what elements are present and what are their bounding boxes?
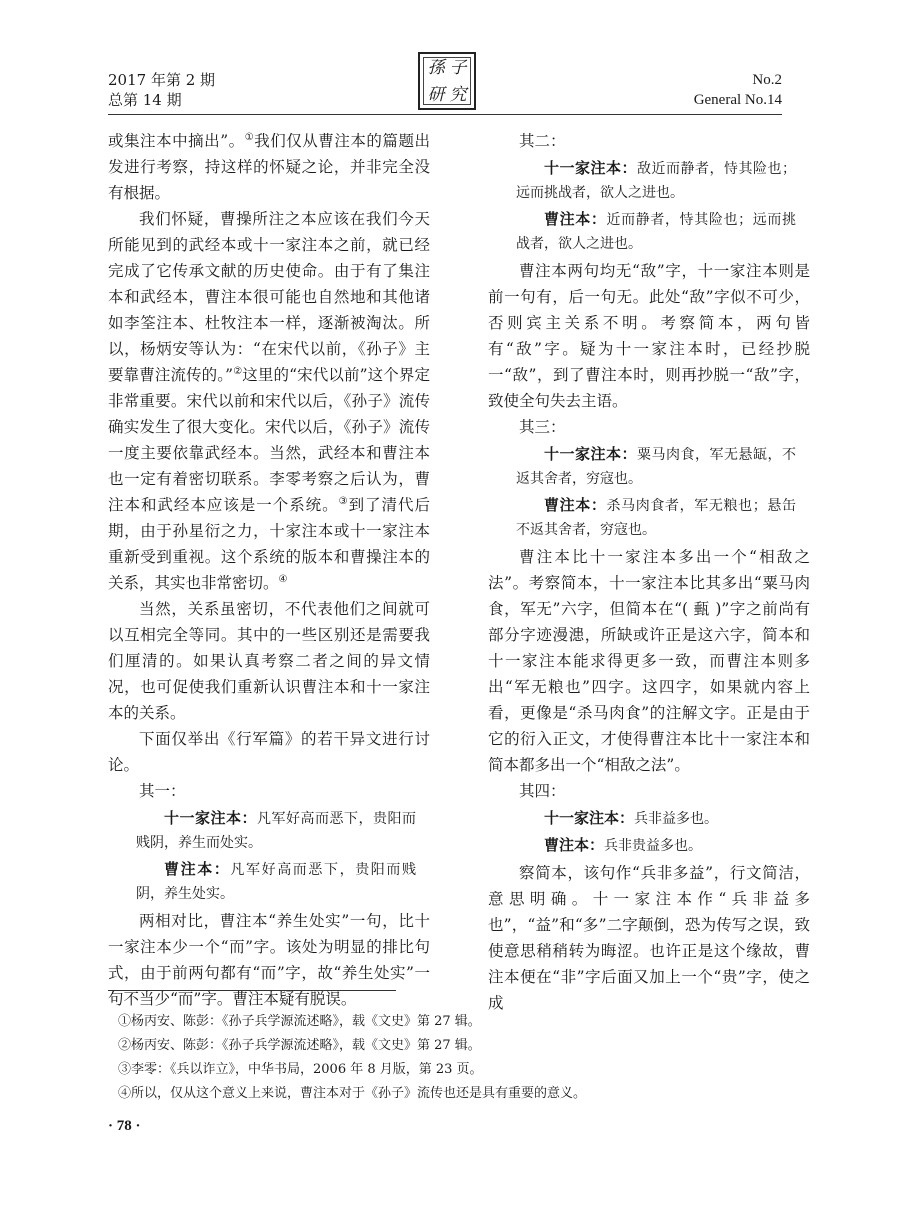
logo-char: 究 <box>449 84 467 105</box>
paragraph: 或集注本中摘出”。①我们仅从曹注本的篇题出发进行考察，持这样的怀疑之论，并非完全没有根据。 <box>108 131 430 202</box>
quote-label: 曹注本： <box>164 860 231 878</box>
quote-text: 兵非益多也。 <box>634 811 719 827</box>
paragraph: 当然，关系虽密切，不代表他们之间就可以互相完全等同。其中的一些区别还是需要我们厘清的。如果认真考察二者之间的异文情况，也可促使我们重新认识曹注本和十一家注本的关系。 <box>108 600 430 722</box>
quote-text: 粟马肉食，军无悬缻，不返其舍者，穷寇也。 <box>516 447 796 487</box>
quote-text: 凡军好高而恶下，贵阳而贱阴，养生而处实。 <box>136 811 416 851</box>
logo-char: 子 <box>449 57 467 78</box>
quote-block <box>488 806 810 831</box>
journal-logo <box>418 52 476 110</box>
quote-text: 兵非贵益多也。 <box>604 838 703 854</box>
header-divider <box>108 114 782 115</box>
paragraph: 两相对比，曹注本“养生处实”一句，比十一家注本少一个“而”字。该处为明显的排比句式，由于前两句都有“而”字，故“养生处实”一句不当少“而”字。曹注本疑有脱误。 <box>108 912 430 1008</box>
quote-block <box>108 857 430 906</box>
paragraph: 察简本，该句作“兵非多益”，行文简洁，意思明确。十一家注本作“兵非益多也”，“益”和“多”二字颠倒，恐为传写之误，致使意思稍稍转为晦涩。也许正是这个缘故，曹注本便在“非”字后面又加上一个“贵”字，使之成 <box>488 864 810 1012</box>
quote-block <box>488 156 810 205</box>
journal-issue-info <box>108 70 215 110</box>
quote-label: 十一家注本： <box>544 809 635 827</box>
footnotes <box>118 1010 798 1106</box>
issue-number: No.2 <box>752 72 782 88</box>
left-column <box>108 128 430 1012</box>
page-number: · 78 · <box>108 1118 141 1134</box>
quote-text: 凡军好高而恶下，贵阳而贱阴，养生处实。 <box>136 862 416 902</box>
total-issue: 总第 14 期 <box>108 91 182 109</box>
quote-text: 敌近而静者，恃其险也；远而挑战者，欲人之进也。 <box>516 161 796 201</box>
quote-text: 杀马肉食者，军无粮也；悬缶不返其舍者，穷寇也。 <box>516 498 796 538</box>
footnote-ref: ② <box>233 365 243 377</box>
general-number: General No.14 <box>693 92 782 108</box>
quote-label: 曹注本： <box>544 496 607 514</box>
footnote: ③李零：《兵以诈立》，中华书局，2006 年 8 月版，第 23 页。 <box>118 1062 483 1077</box>
right-column <box>488 128 810 1016</box>
example-heading: 其三： <box>519 418 566 436</box>
footnote: ①杨丙安、陈彭：《孙子兵学源流述略》，载《文史》第 27 辑。 <box>118 1014 481 1029</box>
footnote: ④所以，仅从这个意义上来说，曹注本对于《孙子》流传也还是具有重要的意义。 <box>118 1086 587 1101</box>
quote-label: 曹注本： <box>544 210 607 228</box>
quote-block <box>108 806 430 855</box>
example-heading: 其一： <box>139 782 186 800</box>
journal-number-info <box>694 70 782 110</box>
year-issue: 2017 年第 2 期 <box>108 71 216 89</box>
quote-block <box>488 833 810 858</box>
paragraph: 曹注本两句均无“敌”字，十一家注本则是前一句有，后一句无。此处“敌”字似不可少，否则宾主关系不明。考察简本，两句皆有“敌”字。疑为十一家注本时，已经抄脱一“敌”，到了曹注本时，则再抄脱一“敌”字，致使全句失去主语。 <box>488 262 810 410</box>
quote-block <box>488 442 810 491</box>
quote-label: 十一家注本： <box>544 445 637 463</box>
paragraph: 曹注本比十一家注本多出一个“相敌之法”。考察简本，十一家注本比其多出“粟马肉食，军无”六字，但简本在“( 甀 )”字之前尚有部分字迹漫漶，所缺或许正是这六字，简本和十一家注本能求得更多一致，而曹注本则多出“军无粮也”四字。这四字，如果就内容上看，更像是“杀马肉食”的注解文字。正是由于它的衍入正文，才使得曹注本比十一家注本和简本都多出一个“相敌之法”。 <box>488 548 810 774</box>
footnote: ②杨丙安、陈彭：《孙子兵学源流述略》，载《文史》第 27 辑。 <box>118 1038 481 1053</box>
footnote-divider <box>108 990 396 991</box>
quote-label: 十一家注本： <box>164 809 257 827</box>
quote-text: 近而静者，恃其险也；远而挑战者，欲人之进也。 <box>516 212 796 252</box>
quote-block <box>488 207 810 256</box>
logo-char: 研 <box>427 84 445 105</box>
paragraph: 我们怀疑，曹操所注之本应该在我们今天所能见到的武经本或十一家注本之前，就已经完成了它传承文献的历史使命。由于有了集注本和武经本，曹注本很可能也自然地和其他诸如李筌注本、杜牧注本一样，逐渐被淘汰。所以，杨炳安等认为：“在宋代以前，《孙子》主要靠曹注流传的。”②这里的“宋代以前”这个界定非常重要。宋代以前和宋代以后，《孙子》流传确实发生了很大变化。宋代以后，《孙子》流传一度主要依靠武经本。当然，武经本和曹注本也一定有着密切联系。李零考察之后认为，曹注本和武经本应该是一个系统。③到了清代后期，由于孙星衍之力，十家注本或十一家注本重新受到重视。这个系统的版本和曹操注本的关系，其实也非常密切。④ <box>108 210 430 592</box>
quote-block <box>488 493 810 542</box>
quote-label: 曹注本： <box>544 836 605 854</box>
footnote-ref: ① <box>244 131 255 143</box>
example-heading: 其四： <box>519 782 566 800</box>
example-heading: 其二： <box>519 132 566 150</box>
footnote-ref: ④ <box>278 573 288 585</box>
footnote-ref: ③ <box>338 495 349 507</box>
quote-label: 十一家注本： <box>544 159 637 177</box>
paragraph: 下面仅举出《行军篇》的若干异文进行讨论。 <box>108 730 430 774</box>
logo-char: 孫 <box>427 57 445 78</box>
